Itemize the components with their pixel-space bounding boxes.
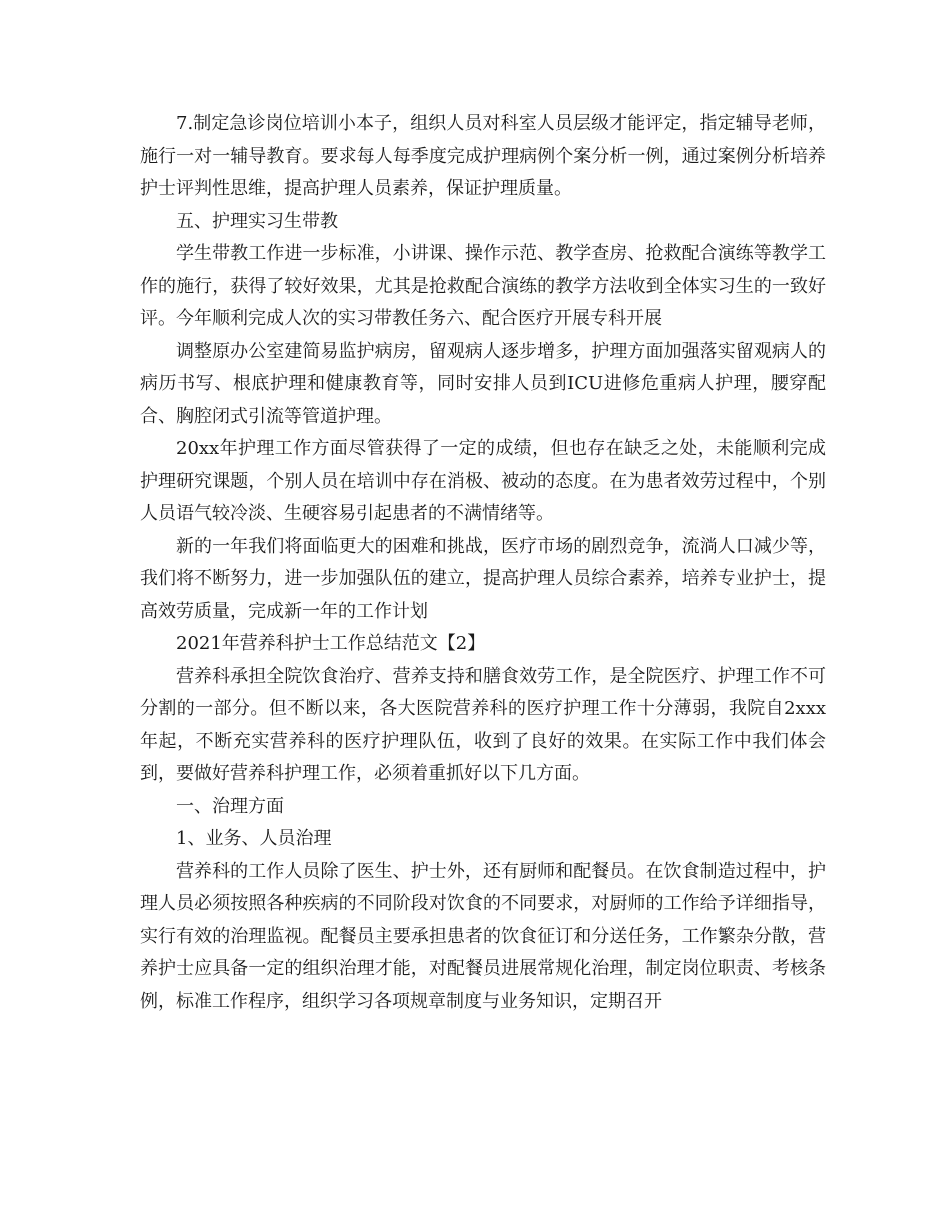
document-body	[140, 108, 826, 1018]
section-heading-intern-teaching: 五、护理实习生带教	[176, 210, 338, 232]
paragraph-intern-teaching: 学生带教工作进一步标准，小讲课、操作示范、教学查房、抢救配合演练等教学工作的施行，获得了较好效果，尤其是抢救配合演练的教学方法收到全体实习生的一致好评。今年顺利完成人次的实习带教任务六、配合医疗开展专科开展	[140, 243, 826, 329]
paragraph-staff-management: 营养科的工作人员除了医生、护士外，还有厨师和配餐员。在饮食制造过程中，护理人员必须按照各种疾病的不同阶段对饮食的不同要求，对厨师的工作给予详细指导，实行有效的治理监视。配餐员主要承担患者的饮食征订和分送任务，工作繁杂分散，营养护士应具备一定的组织治理才能，对配餐员进展常规化治理，制定岗位职责、考核条例，标准工作程序，组织学习各项规章制度与业务知识，定期召开	[140, 860, 826, 1012]
section-heading-management: 一、治理方面	[176, 795, 284, 817]
paragraph-new-year-plan: 新的一年我们将面临更大的困难和挑战，医疗市场的剧烈竞争，流淌人口减少等，我们将不断努力，进一步加强队伍的建立，提高护理人员综合素养，培养专业护士，提高效劳质量，完成新一年的工作计划	[140, 535, 826, 622]
subsection-heading-staff-management: 1、业务、人员治理	[176, 828, 332, 849]
paragraph-training-rule: 7.制定急诊岗位培训小本子，组织人员对科室人员层级才能评定，指定辅导老师，施行一对一辅导教育。要求每人每季度完成护理病例个案分析一例，通过案例分析培养护士评判性思维，提高护理人员素养，保证护理质量。	[140, 113, 826, 199]
article-title-2: 2021年营养科护士工作总结范文【2】	[176, 633, 486, 654]
paragraph-shortcomings: 20xx年护理工作方面尽管获得了一定的成绩，但也存在缺乏之处，未能顺利完成护理研究课题，个别人员在培训中存在消极、被动的态度。在为患者效劳过程中，个别人员语气较冷淡、生硬容易引起患者的不满情绪等。	[140, 438, 826, 524]
paragraph-monitoring-ward: 调整原办公室建简易监护病房，留观病人逐步增多，护理方面加强落实留观病人的病历书写、根底护理和健康教育等，同时安排人员到ICU进修危重病人护理，腰穿配合、胸腔闭式引流等管道护理。	[140, 340, 826, 427]
paragraph-nutrition-intro: 营养科承担全院饮食治疗、营养支持和膳食效劳工作，是全院医疗、护理工作不可分割的一部分。但不断以来，各大医院营养科的医疗护理工作十分薄弱，我院自2xxx年起，不断充实营养科的医疗护理队伍，收到了良好的效果。在实际工作中我们体会到，要做好营养科护理工作，必须着重抓好以下几方面。	[140, 665, 826, 784]
